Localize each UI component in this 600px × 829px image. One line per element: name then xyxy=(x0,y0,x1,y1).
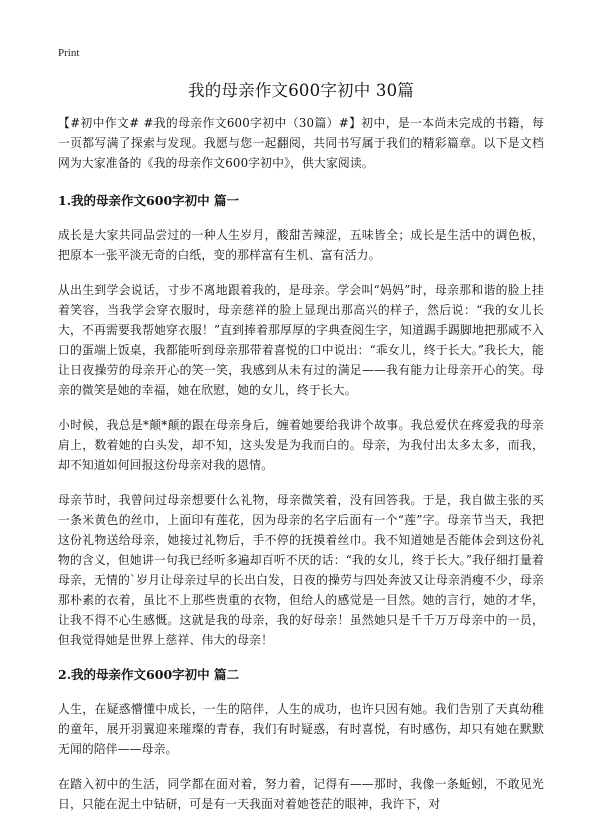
section-1-paragraph-1: 成长是大家共同品尝过的一种人生岁月，酸甜苦辣涩，五味皆全；成长是生活中的调色板，把原本一张平淡无奇的白纸，变的那样富有生机、富有活力。 xyxy=(58,228,544,262)
section-heading-1: 1.我的母亲作文600字初中 篇一 xyxy=(58,193,239,208)
section-2-paragraph-1: 人生，在疑惑懵懂中成长，一生的陪伴，人生的成功，也许只因有她。我们告别了天真幼稚的童年，展开羽翼迎来璀璨的青春，我们有时疑惑，有时喜悦，有时感伤，却只有她在默默无闻的陪伴——母亲。 xyxy=(58,702,544,756)
section-1-paragraph-3: 小时候，我总是*颠*颠的跟在母亲身后，缠着她要给我讲个故事。我总爱伏在疼爱我的母亲肩上，数着她的白头发，却不知，这头发是为我而白的。母亲，为我付出太多太多，而我，却不知道如何回报这份母亲对我的恩情。 xyxy=(58,418,544,472)
section-1-paragraph-4: 母亲节时，我曾问过母亲想要什么礼物，母亲微笑着，没有回答我。于是，我自做主张的买一条米黄色的丝巾，上面印有莲花，因为母亲的名字后面有一个“莲”字。母亲节当天，我把这份礼物送给母亲，她接过礼物后，手不停的抚摸着丝巾。我不知道她是否能体会到这份礼物的含义，但她讲一句我已经听多遍却百听不厌的话：“我的女儿，终于长大。”我仔细打量着母亲，无情的`岁月让母亲过早的长出白发，日夜的操劳与四处奔波又让母亲消瘦不少，母亲那朴素的衣着，虽比不上那些贵重的衣物，但给人的感觉是一目然。她的言行，她的才华，让我不得不心生感慨。这就是我的母亲，我的好母亲！虽然她只是千千万万母亲中的一员，但我觉得她是世界上慈祥、伟大的母亲！ xyxy=(58,493,544,647)
document-content xyxy=(58,72,544,829)
print-link[interactable]: Print xyxy=(58,47,80,59)
section-2-paragraph-2: 在踏入初中的生活，同学都在面对着，努力着，记得有——那时，我像一条蚯蚓，不敢见光日，只能在泥土中钻研，可是有一天我面对着她苍茫的眼神，我许下，对 xyxy=(58,777,544,811)
section-heading-2: 2.我的母亲作文600字初中 篇二 xyxy=(58,667,239,682)
intro-paragraph: 【#初中作文# #我的母亲作文600字初中（30篇）#】初中，是一本尚未完成的书籍，每一页都写满了探索与发现。我愿与您一起翻阅，共同书写属于我们的精彩篇章。以下是文档网为大家准备的《我的母亲作文600字初中》，供大家阅读。 xyxy=(58,116,544,170)
page-title: 我的母亲作文600字初中 30篇 xyxy=(188,81,414,100)
section-1-paragraph-2: 从出生到学会说话，寸步不离地跟着我的，是母亲。学会叫“妈妈”时，母亲那和谐的脸上挂着笑容，当我学会穿衣服时，母亲慈祥的脸上显现出那高兴的样子，然后说：“我的女儿长大，不再需要我帮她穿衣服！”直到捧着那厚厚的字典查阅生字，知道踢手踢脚地把那咸不入口的蛋端上饭桌，我都能听到母亲那带着喜悦的口中说出：“乖女儿，终于长大。”我长大，能让日夜操劳的母亲开心的笑一笑，我感到从未有过的满足——我有能力让母亲开心的笑。母亲的微笑是她的幸福，她在欣慰，她的女儿，终于长大。 xyxy=(58,283,544,397)
